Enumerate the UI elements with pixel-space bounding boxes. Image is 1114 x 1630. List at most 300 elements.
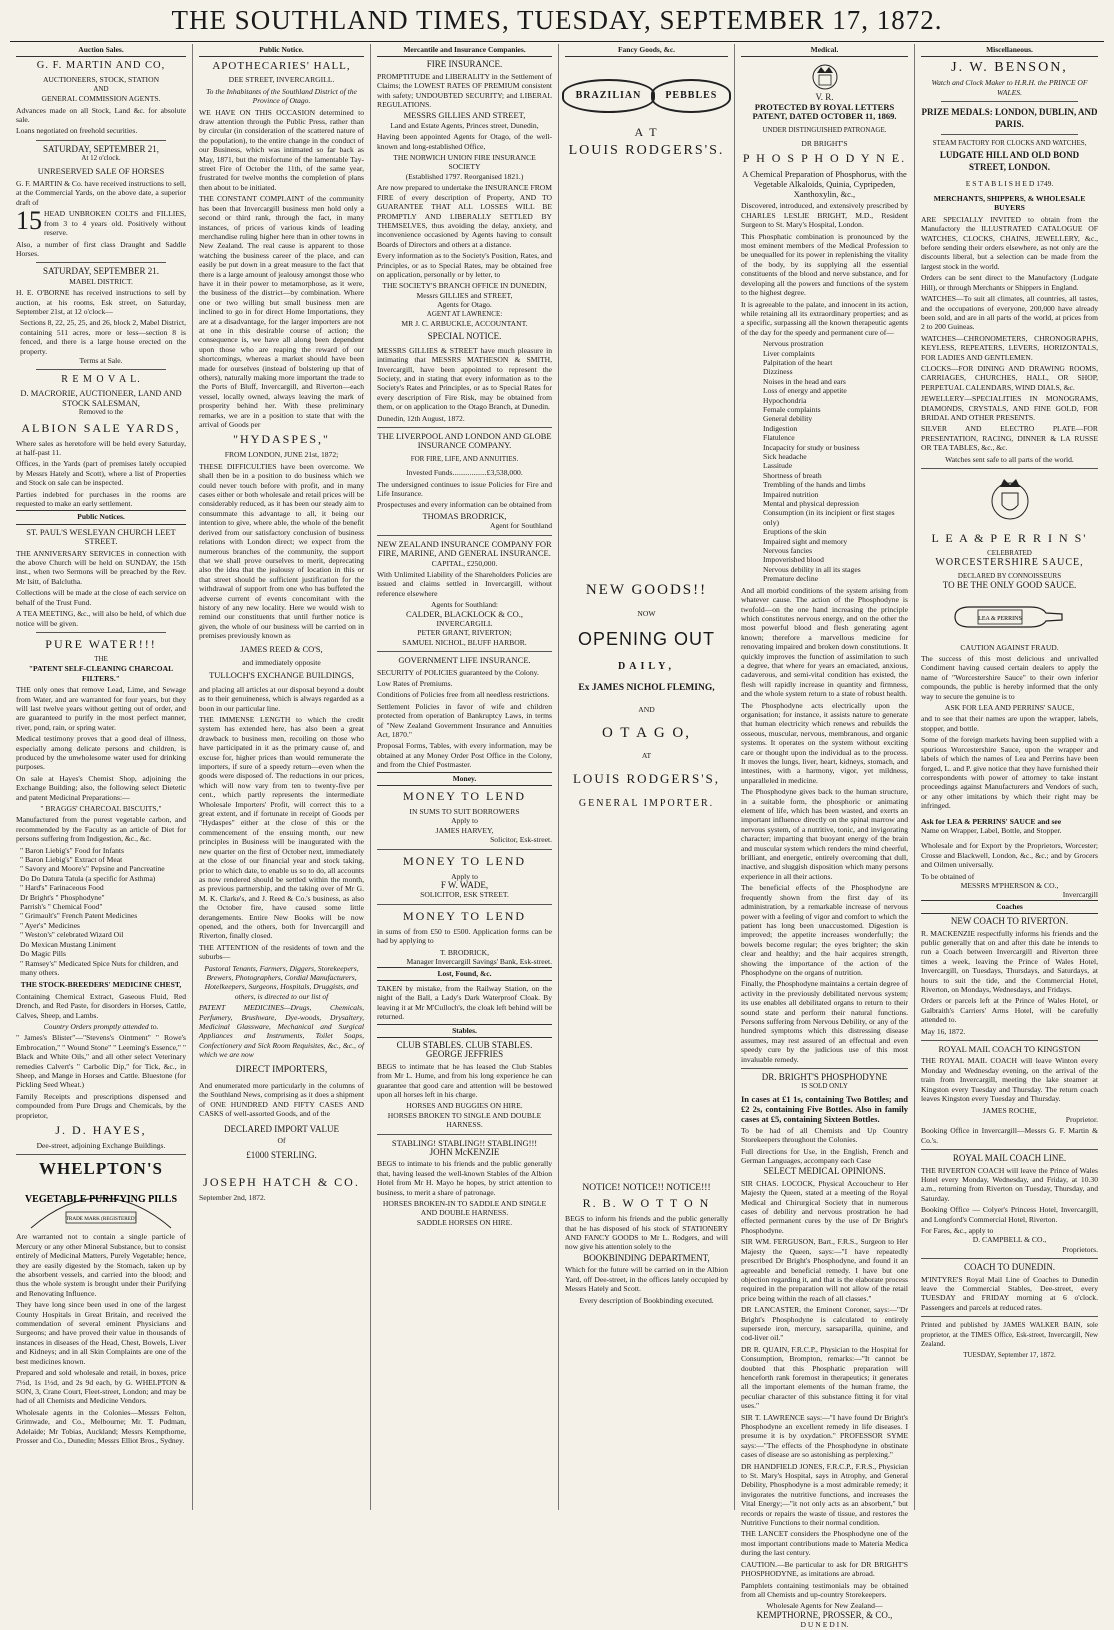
ad-text: Proposal Forms, Tables, with every information, may be obtained at any Money Order Post Office in the Colony, and from the Chief Postmaster.: [377, 741, 552, 770]
ad-text: Booking Office in Invercargill—Messrs G. F. Martin & Co.'s.: [921, 1126, 1098, 1145]
ad-text: STEAM FACTORY FOR CLOCKS AND WATCHES,: [932, 139, 1087, 148]
ad-text: and placing all articles at our disposal beyond a doubt as to their genuineness, which is always regarded as a boon in our particular line.: [199, 684, 364, 713]
spacer: [565, 178, 728, 578]
ad-text: Terms at Sale.: [79, 355, 123, 365]
ad-text: DR HANDFIELD JONES, F.R.C.P., F.R.S., Physician to St. Mary's Hospital, says in Atrophy, and General Debility, Phosphodyne is a most admirable remedy; it invigorates the nutritive functions, and increases the Vital Energy;—"it not only acts as an absorbent," but records or repairs the waste of tissue, and restores the Nutritive Functions to their normal condition.: [741, 1461, 908, 1528]
imprint-date: TUESDAY, September 17, 1872.: [963, 1351, 1056, 1360]
list-item: Impoverished blood: [763, 555, 824, 565]
list-item: Hypochondria: [763, 395, 807, 405]
list-item: Impaired sight and memory: [763, 536, 848, 546]
bottle-label-text: LEA & PERRINS: [977, 615, 1022, 622]
ad-heading: NEW COACH TO RIVERTON.: [950, 916, 1069, 927]
divider: [36, 632, 166, 633]
list-item: " Hard's" Farinaceous Food: [20, 883, 104, 893]
divider: [921, 1149, 1098, 1150]
ad-text: Apply to: [451, 816, 478, 826]
column-insurance: [370, 44, 558, 1510]
ad-text: THE ROYAL MAIL COACH will leave Winton every Monday and Wednesday evening, on the arrival of the train from Invercargill, meeting the lake steamer at Kingston every Tuesday and Thursday. The return coach leaves Kingston every Tuesday and Thursday.: [921, 1056, 1098, 1104]
ad-text: HORSES BROKEN-IN TO SADDLE AND SINGLE AND DOUBLE HARNESS.: [382, 1199, 547, 1218]
list-item: " Ramsey's" Medicated Spice Nuts for children, and many others.: [20, 958, 179, 977]
ad-text: Containing Chemical Extract, Gaseous Fluid, Red Drench, and Red Paste, for disorders in Horses, Cattle, Calves, Sheep, and Lambs.: [16, 991, 186, 1020]
ad-text: UNDER DISTINGUISHED PATRONAGE.: [762, 125, 887, 134]
ad-text: Some of the foreign markets having been supplied with a spurious Worcestershire Sauce, upon the wrapper and labels of which the names of Lea and Perrins have been forged, L. and P. give notice that they have furnished their correspondents with power of attorney to take instant proceedings against Manufacturers and Vendors of such, or any other imitations by which their right may be infringed.: [921, 735, 1098, 811]
ad-text: A TEA MEETING, &c., will also be held, of which due notice will be given.: [16, 609, 186, 628]
ad-heading: APOTHECARIES' HALL,: [212, 60, 351, 73]
list-item: Palpitation of the heart: [763, 357, 833, 367]
ad-text: THE only ones that remove Lead, Lime, and Sewage from Water, and are warranted for four years, but they will last twelve years without getting out of order, and are guaranteed to purify in the most perfect manner, river, pond, rain, or spring water.: [16, 685, 186, 732]
ad-subheading: "PATENT SELF-CLEANING CHARCOAL FILTERS.": [28, 664, 174, 683]
ad-text: Manufactured from the purest vegetable carbon, and recommended by the Faculty as an article of Diet for persons suffering from Indigestion, &c., &c.: [16, 815, 186, 844]
ad-text: DAILY,: [618, 661, 675, 673]
ad-text: Land and Estate Agents, Princes street, Dunedin,: [390, 120, 539, 130]
crest-ring: [813, 65, 837, 89]
ad-heading: COACH TO DUNEDIN.: [964, 1262, 1055, 1273]
list-item: Loss of energy and appetite: [763, 386, 847, 396]
list-item: " Baron Liebig's" Extract of Meat: [20, 855, 123, 865]
ad-heading: LUDGATE HILL AND OLD BOND STREET, LONDON.: [939, 149, 1080, 172]
list-item: Do Magic Pills: [20, 949, 66, 959]
ad-subheading: CAUTION AGAINST FRAUD.: [960, 642, 1059, 652]
ad-heading: J. W. BENSON,: [951, 60, 1068, 76]
ad-text: Also, a number of first class Draught and Saddle Horses.: [16, 239, 186, 258]
list-item: Incapacity for study or business: [763, 442, 860, 452]
ad-text: Wholesale and for Export by the Proprietors, Worcester; Crosse and Blackwell, London, &c., &c.; and by Grocers and Oilmen universally.: [921, 841, 1098, 870]
ad-text: HORSES AND BUGGIES ON HIRE.: [406, 1101, 523, 1111]
ad-text: Every description of Bookbinding executed.: [579, 1295, 714, 1305]
ad-text: ARE SPECIALLY INVITED to obtain from the Manufactory the ILLUSTRATED CATALOGUE OF WATCHES, CLOCKS, CHAINS, JEWELLERY, &c., before sending their orders elsewhere, as not only are the discounts liberal, but a selection can be made from the largest stock in the world.: [921, 214, 1098, 271]
ad-text: Offices, in the Yards (part of premises lately occupied by Messrs Hately and Scott), where a list of Properties and Stock on sale can be inspected.: [16, 459, 186, 488]
ad-subheading: MERCHANTS, SHIPPERS, & WHOLESALE BUYERS: [933, 194, 1086, 213]
ad-text: PETER GRANT, RIVERTON;: [417, 628, 512, 638]
ad-text: Dee-street, adjoining Exchange Buildings.: [36, 1141, 166, 1150]
ad-text: To be obtained of: [921, 871, 975, 881]
divider: [941, 101, 1078, 102]
ad-text: Settlement Policies in favor of wife and children protected from operation of Bankruptcy Laws, in terms of "New Zealand Government Insurance and Annuities Act, 1870.": [377, 701, 552, 739]
spectacle-lens-left: BRAZILIAN: [562, 79, 656, 112]
ad-text: Apply to: [451, 871, 478, 881]
ad-text: WE HAVE ON THIS OCCASION determined to draw attention through the Public Press, rather than by circular (in consideration of the scattered nature of the population), to the entire change in the conduct of our Business, which was intimated so far back as May, 1871, but the misfortune of the lamentable Tay-street Fire of October the 11th, of the same year, frustrated for twelve months the completion of plans then about to be initiated.: [199, 107, 364, 192]
ad-heading: LOUIS RODGERS'S,: [572, 770, 721, 786]
ad-text: With Unlimited Liability of the Shareholders Policies are issued and claims settled in Invercargill, without reference elsewhere: [377, 569, 552, 598]
ad-text: Wholesale agents in the Colonies—Messrs Felton, Grimwade, and Co., Melbourne; Mr. T. Pudman, Adelaide; Mr Tobias, Auckland; Messrs Kempthorne, Prosser and Co., Dunedin; Messrs Elliot Bros., Sydney.: [16, 1407, 186, 1445]
ad-heading: "HYDASPES,": [233, 432, 330, 447]
ad-text: HEAD UNBROKEN COLTS and FILLIES, from 3 to 4 years old. Positively without reserve.: [44, 209, 186, 238]
ad-heading: O T A G O,: [601, 725, 692, 742]
ad-text: Loans negotiated on freehold securities.: [16, 126, 138, 136]
ad-heading: FIRE INSURANCE.: [426, 59, 503, 70]
ad-text: FOR FIRE, LIFE, AND ANNUITIES.: [410, 454, 519, 463]
ad-text: DR LANCASTER, the Eminent Coroner, says:—"Dr Bright's Phosphodyne is calculated to entirely supersede iron, mercury, sarsaparilla, quinine, and cod-liver oil.": [741, 1305, 908, 1343]
ad-text: To the Inhabitants of the Southland District of the Province of Otago.: [206, 86, 357, 106]
divider: [36, 262, 166, 263]
list-item: Trembling of the hands and limbs: [763, 480, 866, 490]
list-item: " Ayer's" Medicines: [20, 920, 81, 930]
spectacle-lens-right: PEBBLES: [651, 79, 731, 112]
ad-heading: ROYAL MAIL COACH LINE.: [952, 1153, 1067, 1164]
ad-text: Discovered, introduced, and extensively prescribed by CHARLES LESLIE BRIGHT, M.D., Resident Surgeon to St. Mary's Hospital, London.: [741, 201, 908, 230]
ad-text: Finally, the Phosphodyne maintains a certain degree of activity in the previously debilitated nervous system; its use enables all debilitated organs to return to their sound state and perform their natural functions. Persons suffering from Nervous Debility, or any of the hundred symptoms which this distressing disease assumes, may rest assured of an effectual and even speedy cure by the judicious use of this most invaluable remedy.: [741, 979, 908, 1064]
list-item: Indigestion: [763, 423, 798, 433]
ad-text: WATCHES—CHRONOMETERS, CHRONOGRAPHS, KEYLESS, REPEATERS, LEVERS, HORIZONTALS, FOR LADIES AND GENTLEMEN.: [921, 333, 1098, 362]
ad-subheading: GENERAL COMMISSION AGENTS.: [41, 94, 161, 104]
list-item: " Grimault's" French Patent Medicines: [20, 911, 138, 921]
ad-heading: J. D. HAYES,: [55, 1123, 147, 1137]
sauce-bottle-icon: [950, 597, 1070, 637]
ad-heading: STABLING! STABLING!! STABLING!!!: [391, 1137, 538, 1148]
royal-crest-icon: [795, 61, 855, 93]
ad-text: On sale at Hayes's Chemist Shop, adjoining the Exchange Building; also, the following select Dietetic and patent Medicinal Preparations:—: [16, 773, 186, 802]
ad-text: Ask for LEA & PERRINS' SAUCE and see: [921, 816, 1062, 826]
pills-mark-label: TRADE MARK (REGISTERED): [65, 1216, 137, 1223]
ad-subheading: DEE STREET, INVERCARGILL.: [228, 75, 335, 85]
column-auction-sales: [10, 44, 192, 1510]
divider: [377, 849, 552, 850]
list-item: Parrish's " Chemical Food": [20, 902, 103, 912]
ad-text: Family Receipts and prescriptions dispensed and compounded from Pure Drugs and Chemicals, by the proprietor,: [16, 1091, 186, 1120]
list-item: Do Do Datura Tatula (a specific for Asthma): [20, 873, 156, 883]
ad-text: Full directions for Use, in the English, French and German Languages, accompany each Case: [741, 1146, 908, 1166]
ad-subheading: GENERAL IMPORTER.: [578, 797, 715, 809]
ad-heading: OPENING OUT: [577, 629, 715, 650]
ad-text: BEGS to intimate that he has leased the Club Stables from Mr L. Hume, and from his long experience he can guarantee that good care and attention will be bestowed upon all horses left in his charge.: [377, 1061, 552, 1099]
ad-text: PROMPTITUDE and LIBERALITY in the Settlement of Claims; the LOWEST RATES OF PREMIUM consistent with safety; UNDOUBTED SECURITY; and LIBERAL REGULATIONS.: [377, 71, 552, 110]
section-heading: Public Notices.: [16, 510, 186, 524]
section-heading: Fancy Goods, &c.: [565, 44, 728, 57]
ad-subheading: JAMES REED & CO'S,: [240, 643, 323, 654]
ad-text: SILVER AND ELECTRO PLATE—FOR PRESENTATION, RACING, DINNER & LA RUSSE OR TEA TABLES, &c., &c.: [921, 424, 1098, 453]
ailments-list: [763, 339, 908, 584]
list-item: General debility: [763, 414, 813, 424]
ad-text: AND: [638, 705, 655, 715]
ad-subheading: GEORGE JEFFRIES: [425, 1049, 504, 1060]
ad-text: Country Orders promptly attended to.: [43, 1021, 159, 1031]
list-item: Shortness of breath: [763, 470, 822, 480]
ad-subheading: TO BE THE ONLY GOOD SAUCE.: [942, 580, 1077, 591]
ad-text: BEGS to intimate to his friends and the public generally that, having leased the well-known Stables of the Albion Hotel from Mr H. Mayo he hopes, by strict attention to business, to merit a share of patronage.: [377, 1159, 552, 1197]
ad-subheading: F W. WADE,: [440, 880, 489, 891]
ad-text: DECLARED BY CONNOISSEURS: [957, 571, 1062, 580]
ad-heading: PRIZE MEDALS: LONDON, DUBLIN, AND PARIS.: [921, 107, 1098, 130]
ad-subheading: JAMES ROCHE,: [982, 1105, 1037, 1115]
ad-text: A Chemical Preparation of Phosphorus, with the Vegetable Alkaloids, Quinia, Cypripeden, Xanthoxylin, &c.,: [742, 169, 907, 200]
divider: [921, 468, 1098, 469]
list-item: " Savory and Moore's" Pepsine and Pancreatine: [20, 864, 165, 874]
ad-text: Name on Wrapper, Label, Bottle, and Stopper.: [921, 825, 1062, 835]
list-item: Flatulence: [763, 433, 795, 443]
ad-heading: NEW GOODS!!: [585, 581, 708, 598]
list-item: Lassitude: [763, 461, 793, 471]
pebbles-spectacles: [565, 79, 728, 112]
divider: [377, 1134, 552, 1135]
ad-text: THE ATTENTION of the residents of town and the suburbs—: [199, 942, 364, 962]
section-heading: Miscellaneous.: [921, 44, 1098, 57]
ad-text: Low Rates of Premiums.: [377, 678, 453, 688]
ad-heading: WHELPTON'S: [39, 1159, 163, 1179]
ad-subheading: THE SOCIETY'S BRANCH OFFICE IN DUNEDIN,: [382, 281, 547, 291]
ad-subheading: BOOKBINDING DEPARTMENT,: [583, 1252, 710, 1263]
ad-text: E S T A B L I S H E D 1749.: [965, 178, 1054, 188]
masthead-rule: [10, 41, 1104, 42]
list-item: Female complaints: [763, 404, 821, 414]
ad-text: Watches sent safe to all parts of the world.: [945, 454, 1074, 464]
ad-heading: CLUB STABLES. CLUB STABLES.: [396, 1039, 533, 1050]
ad-text: V. R.: [815, 92, 834, 103]
list-item: Eruptions of the skin: [763, 527, 827, 537]
ad-subheading: IN SUMS TO SUIT BORROWERS: [409, 807, 520, 817]
ad-heading: SPECIAL NOTICE.: [427, 331, 502, 342]
ad-heading: UNRESERVED SALE OF HORSES: [37, 165, 165, 176]
ad-heading: NOTICE! NOTICE!! NOTICE!!!: [582, 1182, 711, 1193]
ad-text: Which for the future will be carried on in the Albion Yard, off Dee-street, in the offices lately occupied by Messrs Hately and Scott.: [565, 1265, 728, 1294]
crest-shield: [819, 75, 831, 85]
list-item: Premature decline: [763, 574, 819, 584]
ad-subheading: T. BRODRICK,: [439, 947, 489, 957]
ad-text: PATENT MEDICINES—Drugs, Chemicals, Perfumery, Brushware, Dye-woods, Drysaltery, Medicinal Glassware, Mechanical and Surgical Appliances and Instruments, Toilet Soaps, Confectionery and Sick Room Requisites, &c., &c., of which we are now: [199, 1003, 364, 1060]
ad-text: Watch and Clock Maker to H.R.H. the PRINCE OF WALES.: [931, 78, 1088, 97]
ad-text: Orders can be sent direct to the Manufactory (Ludgate Hill), or through Merchants or Shippers in England.: [921, 273, 1098, 292]
ad-subheading: JAMES HARVEY,: [435, 825, 494, 835]
ad-text: Are now prepared to undertake the INSURANCE FROM FIRE of every description of Property, AND TO GUARANTEE THAT ALL LOSSES WILL BE PROMPTLY AND LIBERALLY SETTLED BY THEMSELVES, thus avoiding the delay, anxiety, and inconvenience occasioned by Agents having to consult Boards of Directors and others at a distance.: [377, 183, 552, 249]
ad-text: Agent for Southland: [489, 521, 552, 531]
section-heading: Medical.: [741, 44, 908, 57]
ad-text: SECURITY of POLICIES guaranteed by the Colony.: [377, 667, 539, 677]
ad-text: FROM LONDON, JUNE 21st, 1872;: [224, 450, 339, 460]
ad-heading: £1000 STERLING.: [246, 1150, 317, 1161]
ad-text: At 12 o'clock.: [81, 154, 121, 163]
ad-heading: DIRECT IMPORTERS,: [235, 1064, 328, 1075]
ad-text: Having been appointed Agents for Otago, of the well-known and long-established Office,: [377, 132, 552, 151]
ad-text: and immediately opposite: [242, 657, 321, 667]
ad-text: This Phosphatic combination is pronounced by the most eminent members of the Medical Profession to be unequalled for its power in replenishing the vitality of the body, by its supplying all the essential constituents of the blood and nerve substance, and for developing all the powers and functions of the system to the highest degree.: [741, 231, 908, 298]
ad-text: INVERCARGILL: [436, 618, 493, 628]
ad-heading: DR. BRIGHT'S PHOSPHODYNE: [761, 1072, 888, 1082]
ad-text: The beneficial effects of the Phosphodyne are frequently shown from the first day of its administration, by a remarkable increase of nervous power with a feeling of vigor and comfort to which the patient has long been unaccustomed. Digestion is improved; the appetite increases wonderfully; the bowels become regular; the eyes brighter; the skin clear and healthy; and the hair acquires strength, showing the importance of the action of the Phosphodyne on the organs of nutrition.: [741, 883, 909, 977]
ad-subheading: " BRAGGS' CHARCOAL BISCUITS,": [40, 804, 162, 813]
ad-text: and to see that their names are upon the wrapper, labels, stopper, and bottle.: [921, 714, 1098, 733]
ad-heading: R E M O V A L.: [61, 374, 141, 386]
ad-subheading: DR BRIGHT'S: [801, 139, 848, 149]
ad-text: Parties indebted for purchases in the rooms are requested to make an early settlement.: [16, 489, 186, 509]
list-item: Sick headache: [763, 452, 807, 461]
ad-heading: JOSEPH HATCH & CO.: [203, 1174, 360, 1189]
pills-logo: [16, 1178, 186, 1230]
arms-ring: [992, 483, 1028, 519]
ad-heading: LOUIS RODGERS'S.: [568, 142, 725, 158]
ad-subheading: CALDER, BLACKLOCK & CO.,: [405, 608, 524, 619]
ad-text: THE RIVERTON COACH will leave the Prince of Wales Hotel every Monday, Wednesday, and Friday, at 10.30 a.m., returning from Riverton on Tuesday, Thursday, and Saturday.: [921, 1165, 1098, 1203]
ad-subheading: MESSRS GILLIES AND STREET,: [403, 110, 526, 121]
divider: [377, 904, 552, 905]
ad-text: Prepared and sold wholesale and retail, in boxes, price 7½d, 1s 1½d, and 2s 9d each, by G. WHELPTON & SON, 3, Crane Court, Fleet-street, London; and may be had of all Chemists and Medicine Vendors.: [16, 1368, 186, 1406]
ad-text: Prospectuses and every information can be obtained from: [377, 500, 552, 510]
ad-subheading: TULLOCH'S EXCHANGE BUILDINGS,: [209, 670, 354, 681]
ad-text: THE: [94, 654, 108, 663]
ad-text: Dunedin, 12th August, 1872.: [377, 413, 465, 423]
ad-text: May 16, 1872.: [921, 1026, 966, 1036]
ad-heading: MONEY TO LEND: [402, 908, 527, 923]
ad-text: Agents for Southland:: [430, 600, 499, 610]
ad-heading: P H O S P H O D Y N E.: [742, 151, 907, 166]
ad-subheading: ASK FOR LEA AND PERRINS' SAUCE,: [944, 703, 1075, 713]
ad-text: MESSRS GILLIES & STREET have much pleasure in intimating that MESSRS MATHESON & SMITH, Invercargill, have been appointed to represent the Society, and in stating that every information as to the Society's Rates and Principles, or as to Special Rates for every description of Fire Risk, may be obtained from them, or on application to the Otago Branch, at Dunedin.: [377, 345, 552, 412]
ad-text: IS SOLD ONLY: [801, 1082, 848, 1091]
arms-shield: [1002, 493, 1018, 510]
list-item: Nervous fancies: [763, 546, 813, 556]
ad-heading: NEW ZEALAND INSURANCE COMPANY FOR FIRE, MARINE, AND GENERAL INSURANCE.: [377, 538, 552, 559]
ad-text: SIR WM. FERGUSON, Bart., F.R.S., Surgeon to Her Majesty the Queen, says:—"I have repeatedly prescribed Dr Bright's Phosphodyne, and found it an agreeable and beneficial remedy. I have but one objection regarding it, and that is the elaborate process required in the preparation will not allow of the retail price being within the reach of all classes.": [741, 1237, 908, 1303]
ad-subheading: AUCTIONEERS, STOCK, STATION: [42, 75, 160, 85]
ad-text: Advances made on all Stock, Land &c. for absolute sale.: [16, 105, 186, 125]
ad-heading: L E A & P E R R I N S': [931, 531, 1088, 545]
ad-heading: SATURDAY, SEPTEMBER 21,: [42, 143, 160, 154]
divider: [36, 140, 166, 141]
ad-text: And enumerated more particularly in the columns of the Southland News, comprising as it does a shipment of ONE HUNDRED AND FIFTY CASES AND CASKS of well-assorted Goods, and of the: [199, 1081, 364, 1119]
section-heading: Public Notice.: [199, 44, 364, 57]
ad-text: For Fares, &c., apply to: [921, 1225, 994, 1235]
ad-text: A T: [634, 124, 659, 139]
ad-text: SIR T. LAWRENCE says:—"I have found Dr Bright's Phosphodyne an excellent remedy in life diseases. I presume it is by oxydation." PROFESSOR SYME says:—"The effects of the Phosphodyne in obstinate cases of disease are so astonishing as perplexing.": [741, 1412, 908, 1460]
divider: [941, 134, 1078, 135]
ad-text: H. E. O'BORNE has received instructions to sell by auction, at his rooms, Esk street, on Saturday, September 21st, at 12 o'clock—: [16, 288, 186, 316]
ad-text: DR R. QUAIN, F.R.C.P., Physician to the Hospital for Consumption, Brompton, remarks:—"It cannot be doubted that this Phosphatic preparation will henceforth rank foremost in therapeutics; it generates all the important elements of the human frame, the peculiar character of this substance fitting it for vital uses.": [741, 1344, 908, 1411]
ad-text: Booking Office — Colyer's Princess Hotel, Invercargill, and Longford's Commercial Hotel, Riverton.: [921, 1205, 1098, 1224]
ad-text: MR J. C. ARBUCKLE, ACCOUNTANT.: [401, 318, 528, 328]
imprint: Printed and published by JAMES WALKER BAIN, sole proprietor, at the TIMES Office, Esk-street, Invercargill, New Zealand.: [921, 1321, 1098, 1349]
ad-text: " James's Blister"—"Stevens's Ointment" " Rowe's Embrocation," " Wound Stone" " Leeming's Essence," " Black and White Oils," and all other select Veterinary remedies Calvert's " Carbolic Dip," for Tick, &c., in Sheep, and Mange in Horses and Cattle. Bluestone (for Pickling Seed Wheat.): [16, 1033, 186, 1090]
column-miscellaneous: [914, 44, 1104, 1510]
ad-text: The Phosphodyne acts electrically upon the organisation; for instance, it assists nature to generate that human electricity which renews and rebuilds the osseous, muscular, nervous, membranous, and organic systems. It operates on the system without exciting care or thought upon the individual as to the process. It moves the lungs, liver, heart, kidneys, stomach, and intestines, with a harmony, vigor, yet mildness, unparalleled in medicine.: [741, 700, 908, 785]
ad-heading: G. F. MARTIN AND CO,: [36, 60, 166, 72]
divider: [921, 1040, 1098, 1041]
ad-heading: THE LIVERPOOL AND LONDON AND GLOBE INSURANCE COMPANY.: [377, 431, 552, 451]
ad-text: Proprietor.: [1065, 1114, 1098, 1124]
ad-subheading: MABEL DISTRICT.: [69, 276, 133, 286]
divider: [377, 535, 552, 536]
ad-text: AT: [641, 751, 652, 761]
ad-text: Invested Funds..................£3,538,000.: [406, 468, 523, 478]
section-heading: Coaches: [921, 900, 1098, 914]
ad-text: TAKEN by mistake, from the Railway Station, on the night of the Ball, a Lady's Dark Waterproof Cloak. By leaving it at Mr M'Culloch's, the cloak left behind will be returned.: [377, 983, 552, 1022]
ad-heading: MONEY TO LEND: [402, 853, 527, 868]
ad-text: R. MACKENZIE respectfully informs his friends and the public generally that on and after this date he intends to run a Coach between Invercargill and Riverton three times a week, leaving the Prince of Wales Hotel, Invercargill, on Tuesdays, Thursdays, and Saturdays, at hours to suit the tide, and the Commercial Hotel, Riverton, on Mondays, Wednesdays, and Fridays.: [921, 928, 1098, 995]
ad-text: Pastoral Tenants, Farmers, Diggers, Storekeepers, Brewers, Photographers, Cordial Manufacturers, Hotelkeepers, Surgeons, Hospitals, Druggists, and others, is directed to our list of: [204, 963, 359, 1001]
ad-text: (Established 1797. Reorganised 1821.): [405, 171, 524, 181]
ad-subheading: KEMPTHORNE, PROSSER, & CO.,: [756, 1609, 893, 1620]
ad-text: The success of this most delicious and unrivalled Condiment having caused certain dealers to apply the name of "Worcestershire Sauce" to their own inferior compounds, the public is hereby informed that the only way to secure the genuine is to: [921, 654, 1098, 701]
ad-text: Collections will be made at the close of each service on behalf of the Trust Fund.: [16, 588, 186, 607]
ad-text: Every information as to the Society's Position, Rates, and Principles, or as to Special Rates, may be obtained free on application, personally or by letter, to: [377, 251, 552, 279]
ad-text: NOW: [637, 608, 656, 618]
divider: [741, 1068, 908, 1069]
ad-text: G. F. MARTIN & Co. have received instructions to sell, at the Commercial Yards, on the above date, a superior draft of: [16, 179, 186, 207]
list-item: " Weston's" celebrated Wizard Oil: [20, 930, 124, 940]
ad-text: BEGS to inform his friends and the public generally that he has disposed of his stock of STATIONERY AND FANCY GOODS to Mr L. Rodgers, and will now give his attention solely to the: [565, 1214, 728, 1252]
section-heading: Mercantile and Insurance Companies.: [377, 44, 552, 57]
ad-text: CELEBRATED: [987, 549, 1032, 557]
ad-text: CAPITAL, £250,000.: [431, 558, 498, 568]
ad-text: CAUTION.—Be particular to ask for DR BRIGHT'S PHOSPHODYNE, as imitations are abroad.: [741, 1559, 908, 1579]
ad-text: The Phosphodyne gives back to the human structure, in a suitable form, the phosphoric or animating element of life, which has been wasted, and exerts an important influence directly on the spinal marrow and nervous system, of a nutritive, tonic, and invigorating character; imparting that buoyant energy of the brain and muscular system which renders the mind cheerful, brilliant, and energetic, entirely overcoming that dull, inactive, and sluggish disposition which many persons experience in all their actions.: [741, 787, 908, 881]
ad-text: September 2nd, 1872.: [199, 1192, 266, 1202]
ad-text: Solicitor, Esk-street.: [490, 835, 552, 845]
ad-text: THE ANNIVERSARY SERVICES in connection with the above Church will be held on SUNDAY, the 15th inst., when two Sermons will be preached by the Rev. Mr Isitt, of Balclutha.: [16, 548, 186, 586]
ad-subheading: THOMAS BRODRICK,: [422, 510, 507, 521]
masthead: THE SOUTHLAND TIMES, TUESDAY, SEPTEMBER 17, 1872.: [171, 5, 943, 35]
list-item: Noises in the head and ears: [763, 376, 846, 386]
ad-text: Removed to the: [78, 408, 124, 417]
ad-text: THE IMMENSE LENGTH to which the credit system has extended here, has also been a great drawback to business men, recoiling on those who have participated in it as the primary cause of, and excuse for, higher prices than would remunerate the importers, if sure of a speedy return—even when the goods were disposed of. The reductions in our prices, which will now vary from ten to twenty-five per cent., which partly represents the intermediate Wholesale Importers' Profit, will correct this to a great extent, and if fortunate in receipt of Goods per "Hydaspes" either at the close of this or the commencement of the ensuing month, our new principles in Business will be inaugurated with the new quarter on the first of October next, immediately at the close of our financial year and stock taking, prior to which date, to enable us so to do, all accounts as now rendered should be settled within the month, as previous partnership, and the taking over of Mr G. M. K. Clarke's, and J. Reed & Co.'s business, as also the October fire, have caused some little derangements. Entire New Books will be now opened, and the others, both for Invercargill and Riverton, finally closed.: [199, 715, 364, 941]
ad-text: SADDLE HORSES ON HIRE.: [416, 1217, 513, 1227]
ad-text: M'INTYRE'S Royal Mail Line of Coaches to Dunedin leave the Commercial Stables, Dee-street, every TUESDAY and FRIDAY morning at 6 o'clock. Passengers and parcels at reduced rates.: [921, 1274, 1098, 1312]
divider: [921, 1258, 1098, 1259]
crest-crown: [817, 67, 833, 73]
ad-heading: PROTECTED BY ROYAL LETTERS PATENT, DATED OCTOBER 11, 1869.: [752, 101, 897, 122]
ad-heading: ROYAL MAIL COACH TO KINGSTON: [938, 1044, 1081, 1055]
list-item: Dr Bright's " Phosphodyne": [20, 892, 105, 902]
ad-text: WATCHES—To suit all climates, all countries, all tastes, and the occupations of everyone, 200,000 have already been sold, and are in all parts of the world, at prices from 2 to 200 Guineas.: [921, 294, 1098, 332]
ad-subheading: D. MACRORIE, AUCTIONEER, LAND AND STOCK SALESMAN,: [20, 388, 182, 408]
ad-subheading: Ex JAMES NICHOL FLEMING,: [578, 682, 715, 693]
ad-text: D U N E D I N.: [800, 1620, 849, 1630]
list-item: Liver complaints: [763, 348, 815, 358]
ad-text: Are warranted not to contain a single particle of Mercury or any other Mineral Substance, but to consist entirely of Medicinal Matters, Purely Vegetable; hence, they are easily digested by the Stomach, taken up by the absorbent vessels, and carried into the blood; and thus the whole system is brought under their Purifying and Renovating Influence.: [16, 1232, 186, 1298]
ad-text: To be had of all Chemists and Up Country Storekeepers throughout the Colonies.: [741, 1125, 908, 1145]
ad-subheading: D. CAMPBELL & CO.,: [972, 1235, 1047, 1245]
ad-text: THE CONSTANT COMPLAINT of the community has been that Invercargill business men hold only a second or third rank, through the fact, in many instances, of prices of various kinds of leading merchandise ruling higher here than in other towns in New Zealand. The real cause is apparent to those watching the business career of the place, and can easily be put down in a great measure to the fact that there is a large amount of jealousy amongst those who have it in their power to metamorphose, as it were, the business of the district—by combination. Where one or two willing but small business men are inclined to go in for direct Home Importations, they are at a disadvantage, for the larger importers are not at one in this desirable course of action; the consequence is, we have all along been dependent upon those who are reaping the reward of our shortcomings, whereas a market should have been made for ourselves (instead of bolstering up that of others), naturally making more important the trade to the Ports of Bluff, Invercargill, and Riverton—each vessel, locally owned, always leaving the mark of prosperity behind her. With these preliminary remarks, we are in a position to state that with the arrival of Goods per: [199, 194, 364, 430]
ad-text: in sums of from £50 to £500. Application forms can be had by applying to: [377, 926, 552, 946]
ad-text: Agents for Otago.: [437, 300, 492, 310]
ad-subheading: THE STOCK-BREEDERS' MEDICINE CHEST,: [20, 980, 182, 990]
list-item: Nervous prostration: [763, 339, 824, 349]
ad-text: And all morbid conditions of the system arising from whatever cause. The action of the Phosphodyne is twofold—on the one hand increasing the principle which constitutes nervous energy, and on the other the most powerful blood and flesh generating agent known; therefore a marvellous medicine for renovating impaired and broken down constitutions. It quickly improves the function of assimilation to such a degree, that where for years an emaciated, anxious, cadaverous, and semi-vital condition has existed, the flesh will rapidly increase in quantity and firmness, and the whole system return to a state of robust health.: [741, 585, 908, 699]
ad-text: THE LANCET considers the Phosphodyne one of the most important contributions made to Materia Medica during the last century.: [741, 1529, 908, 1558]
list-item: " Baron Liebig's" Food for Infants: [20, 845, 124, 855]
ad-heading: ST. PAUL'S WESLEYAN CHURCH LEET STREET.: [26, 526, 176, 547]
ad-number: 15: [16, 206, 42, 236]
ad-text: In cases at £1 1s, containing Two Bottles; and £2 2s, containing Five Bottles. Also in family cases at £5, containing Sixteen Bottles.: [741, 1093, 908, 1124]
divider: [377, 651, 552, 652]
divider: [16, 1154, 186, 1155]
ad-text: SOLICITOR, ESK STREET.: [420, 890, 509, 900]
ad-text: It is agreeable to the palate, and innocent in its action, while retaining all its extraordinary properties; and as a specific, surpassing all the known therapeutic agents of the day for the speedy and permanent cure of—: [741, 299, 908, 337]
ad-text: Conditions of Policies free from all needless restrictions.: [377, 690, 550, 700]
section-heading: Auction Sales.: [16, 44, 186, 57]
ad-text: Invercargill: [1062, 890, 1098, 900]
ad-subheading: MESSRS M'PHERSON & CO.,: [960, 880, 1059, 890]
spacer: [565, 814, 728, 1184]
ad-heading: SATURDAY, SEPTEMBER 21.: [42, 266, 160, 277]
list-item: Dizziness: [763, 367, 793, 377]
list-item: Do Mexican Mustang Liniment: [20, 939, 116, 949]
ad-text: They have long since been used in one of the largest County Hospitals in Great Britain, and received the commendation of several eminent Physicians and Surgeons; and have proved their value in thousands of instances in diseases of the Head, Chest, Bowels, Liver and Kidneys; and in all Skin Complaints are one of the best medicines known.: [16, 1300, 186, 1366]
ad-heading: GOVERNMENT LIFE INSURANCE.: [398, 655, 531, 666]
section-heading: Stables.: [377, 1024, 552, 1038]
section-heading: Money.: [377, 772, 552, 786]
ad-heading: WORCESTERSHIRE SAUCE,: [935, 557, 1084, 569]
divider: [36, 369, 166, 370]
ad-text: AND: [93, 84, 109, 93]
ad-text: The undersigned continues to issue Policies for Fire and Life Insurance.: [377, 479, 552, 499]
ad-subheading: JOHN McKENZIE: [429, 1147, 500, 1157]
list-item: Nervous debility in all its stages: [763, 564, 861, 574]
ad-heading: DECLARED IMPORT VALUE: [224, 1123, 339, 1134]
list-item: Mental and physical depression: [763, 499, 859, 509]
ad-text: Manager Invercargill Savings' Bank, Esk-street.: [406, 957, 552, 967]
ad-text: HORSES BROKEN TO SINGLE AND DOUBLE HARNESS.: [387, 1110, 542, 1130]
section-heading: Lost, Found, &c.: [377, 967, 552, 981]
divider: [377, 427, 552, 428]
list-item: Impaired nutrition: [763, 489, 819, 499]
